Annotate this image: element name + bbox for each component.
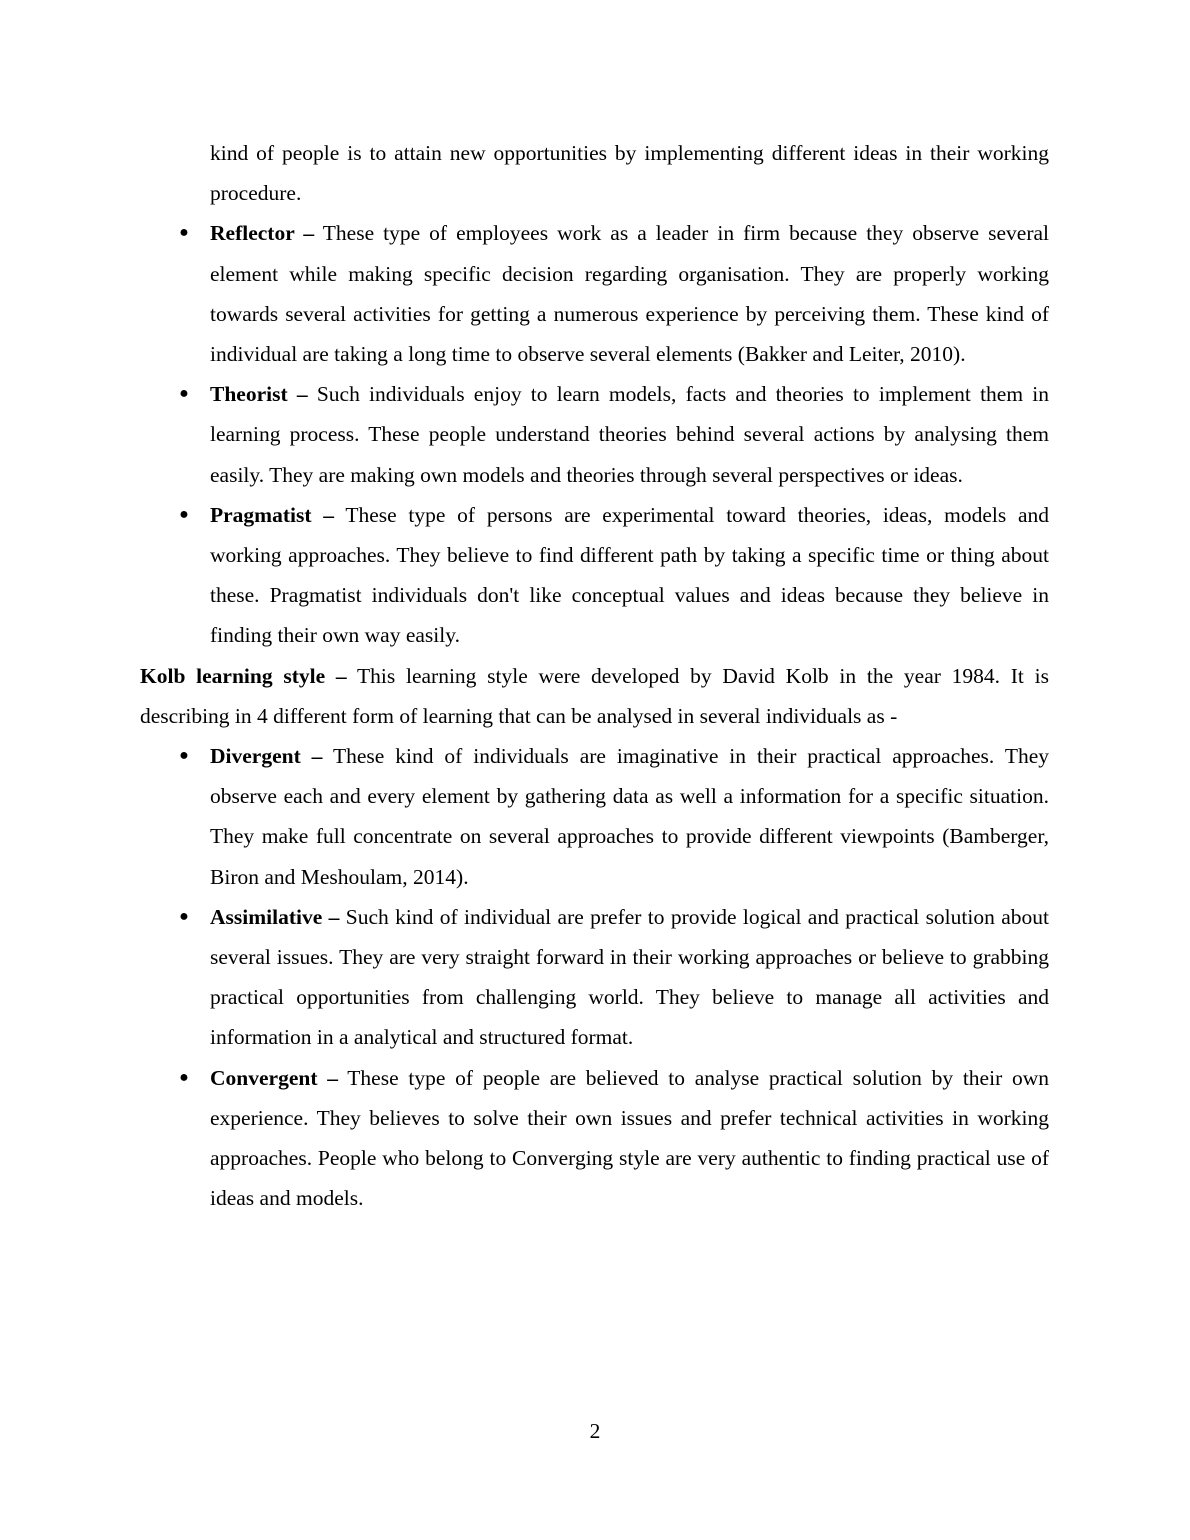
term-description: These type of people are believed to analyse practical solution by their own experience. They believes to solve their own issues and prefer technical activities in working approaches. People who belong to Converging style are very authentic to finding practical use of ideas and models. xyxy=(210,1065,1049,1211)
term-label: Pragmatist – xyxy=(210,502,334,527)
list-item-theorist xyxy=(179,374,1049,495)
honey-mumford-list xyxy=(140,213,1049,655)
list-item-reflector xyxy=(179,213,1050,374)
kolb-intro-paragraph xyxy=(140,656,1049,736)
list-item-convergent xyxy=(179,1058,1049,1219)
list-item-divergent xyxy=(179,736,1050,897)
term-label: Kolb learning style – xyxy=(140,663,347,688)
bullet-icon: ● xyxy=(179,505,189,523)
continuation-paragraph: kind of people is to attain new opportunities by implementing different ideas in their working procedure. xyxy=(210,141,1049,206)
term-description: Such individuals enjoy to learn models, facts and theories to implement them in learning process. These people understand theories behind several actions by analysing them easily. They are making own models and theories through several perspectives or ideas. xyxy=(210,382,1049,487)
term-description: This learning style were developed by David Kolb in the year 1984. It is describing in 4 different form of learning that can be analysed in several individuals as - xyxy=(140,663,1049,728)
term-label: Convergent – xyxy=(210,1065,338,1090)
term-description: These kind of individuals are imaginative in their practical approaches. They observe each and every element by gathering data as well a information for a specific situation. They make full concentrate on several approaches to provide different viewpoints (Bamberger, Biron and Meshoulam, 2014). xyxy=(210,744,1050,889)
term-description: Such kind of individual are prefer to provide logical and practical solution about several issues. They are very straight forward in their working approaches or believe to grabbing practical opportunities from challenging world. They believe to manage all activities and information in a analytical and structured format. xyxy=(210,904,1049,1050)
bullet-icon: ● xyxy=(179,907,189,925)
page-number: 2 xyxy=(589,1419,601,1443)
bullet-icon: ● xyxy=(179,385,189,403)
bullet-icon: ● xyxy=(179,1068,189,1086)
term-label: Reflector – xyxy=(210,221,315,246)
kolb-list xyxy=(140,736,1049,1218)
term-description: These type of persons are experimental toward theories, ideas, models and working approaches. They believe to find different path by taking a specific time or thing about these. Pragmatist individuals don't like conceptual values and ideas because they believe in finding their own way easily. xyxy=(210,502,1049,648)
list-item-pragmatist xyxy=(179,495,1049,656)
term-label: Assimilative – xyxy=(210,904,340,929)
term-label: Theorist – xyxy=(210,382,308,407)
document-page xyxy=(140,133,1049,1218)
bullet-icon: ● xyxy=(179,747,189,765)
list-item-assimilative xyxy=(179,897,1049,1058)
term-description: These type of employees work as a leader in firm because they observe several element while making specific decision regarding organisation. They are properly working towards several activities for getting a numerous experience by perceiving them. These kind of individual are taking a long time to observe several elements (Bakker and Leiter, 2010). xyxy=(210,221,1050,367)
bullet-icon: ● xyxy=(179,224,189,242)
term-label: Divergent – xyxy=(210,744,323,769)
